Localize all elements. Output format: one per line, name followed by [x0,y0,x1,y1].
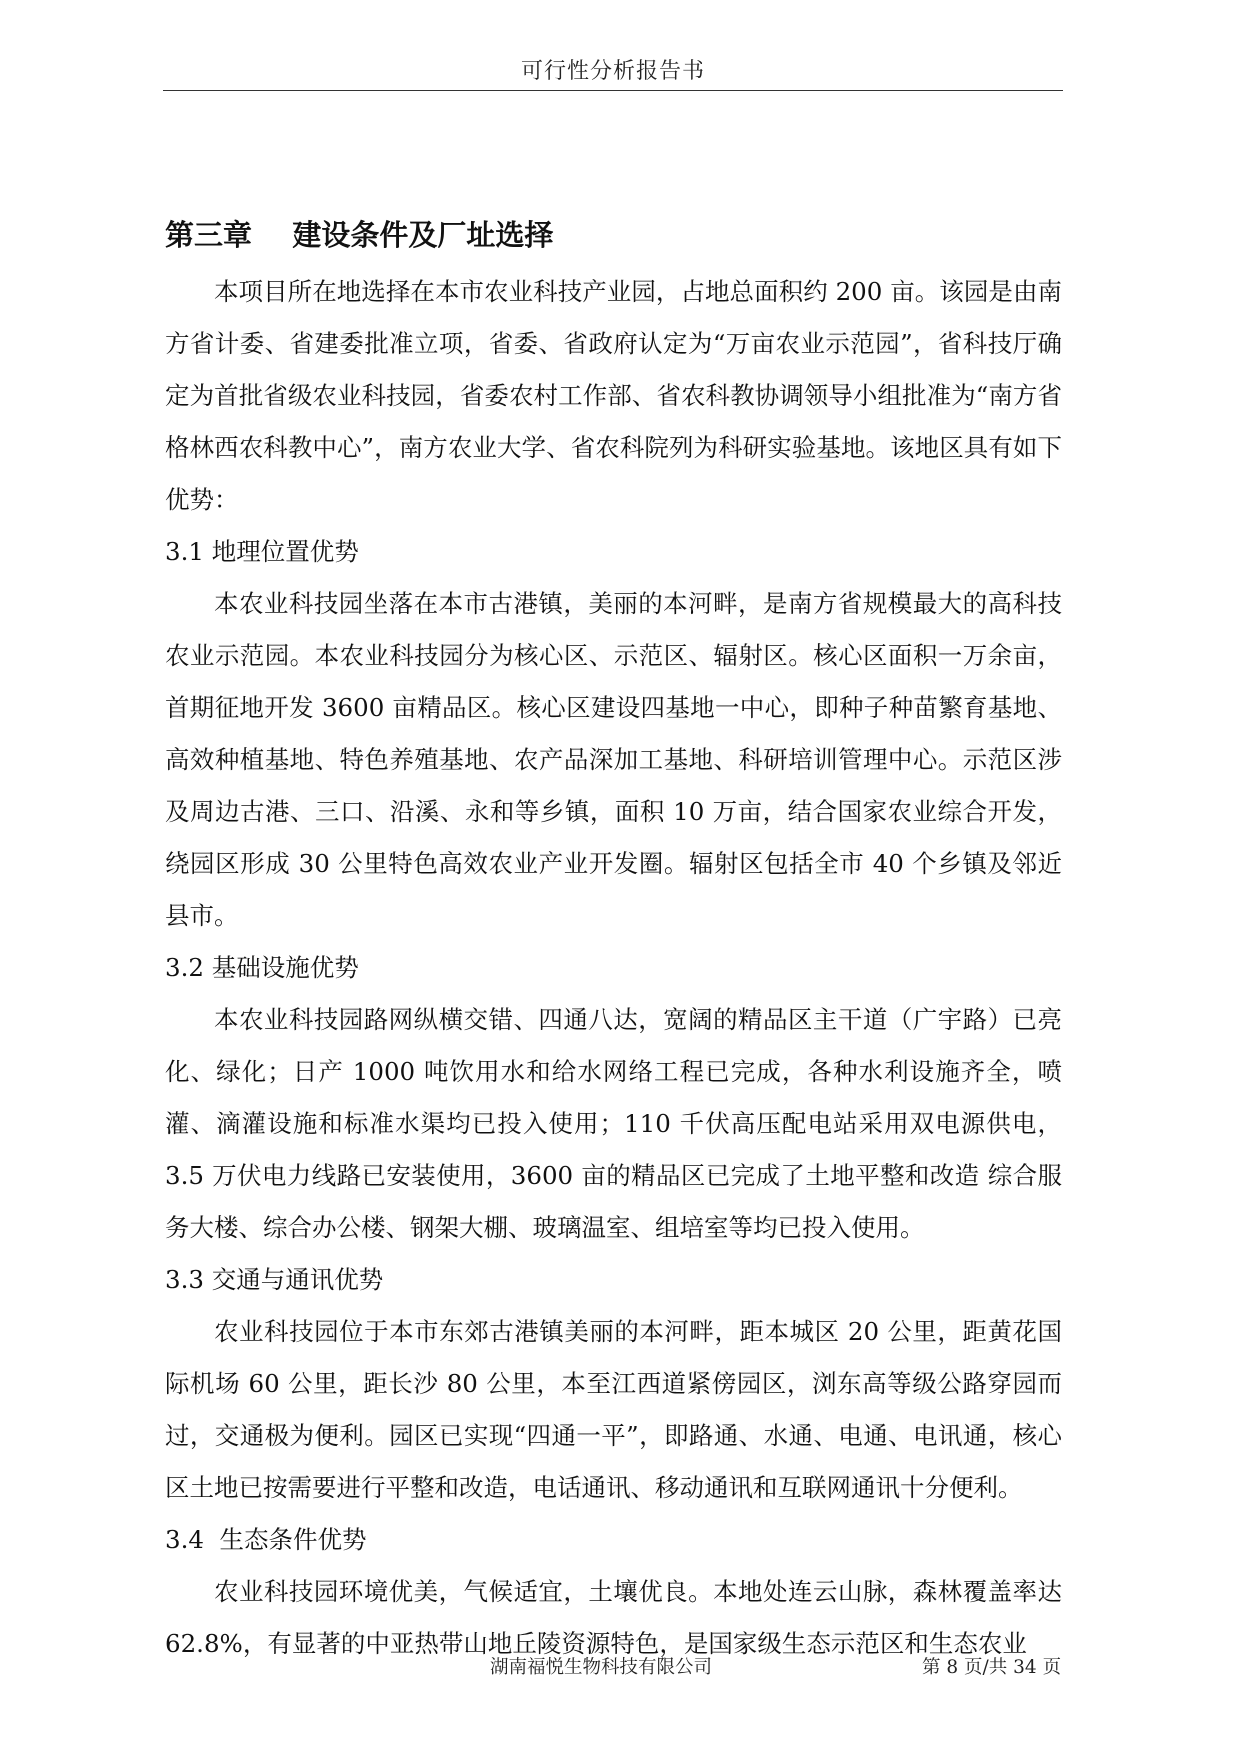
running-header: 可行性分析报告书 [520,59,705,84]
section-heading-3-3: 3.3 交通与通讯优势 [165,1265,384,1294]
section-paragraph-3-3: 农业科技园位于本市东郊古港镇美丽的本河畔，距本城区 20 公里，距黄花国际机场 60 公里，距长沙 80 公里，本至江西道紧傍园区，浏东高等级公路穿园而过，交通极为便利。园区已实现“四通一平”，即路通、水通、电通、电讯通，核心区土地已按需要进行平整和改造，电话通讯、移动通讯和互联网通讯十分便利。 [165,1317,1062,1502]
section-heading-3-4: 3.4 生态条件优势 [165,1525,367,1554]
body-text [165,266,1062,1670]
section-heading-3-2: 3.2 基础设施优势 [165,953,359,982]
footer-company: 湖南福悦生物科技有限公司 [490,1657,713,1678]
intro-paragraph: 本项目所在地选择在本市农业科技产业园，占地总面积约 200 亩。该园是由南方省计委、省建委批准立项，省委、省政府认定为“万亩农业示范园”，省科技厅确定为首批省级农业科技园，省委农村工作部、省农科教协调领导小组批准为“南方省格林西农科教中心”，南方农业大学、省农科院列为科研实验基地。该地区具有如下优势： [165,277,1062,514]
section-paragraph-3-2: 本农业科技园路网纵横交错、四通八达，宽阔的精品区主干道（广宇路）已亮化、绿化；日产 1000 吨饮用水和给水网络工程已完成，各种水利设施齐全，喷灌、滴灌设施和标准水渠均已投入使用；110 千伏高压配电站采用双电源供电，3.5 万伏电力线路已安装使用，3600 亩的精品区已完成了土地平整和改造 综合服务大楼、综合办公楼、钢架大棚、玻璃温室、组培室等均已投入使用。 [165,1005,1062,1242]
footer-page-number: 第 8 页/共 34 页 [922,1657,1062,1678]
header-divider [163,90,1063,91]
section-heading-3-1: 3.1 地理位置优势 [165,537,359,566]
section-paragraph-3-1: 本农业科技园坐落在本市古港镇，美丽的本河畔，是南方省规模最大的高科技农业示范园。本农业科技园分为核心区、示范区、辐射区。核心区面积一万余亩，首期征地开发 3600 亩精品区。核心区建设四基地一中心，即种子种苗繁育基地、高效种植基地、特色养殖基地、农产品深加工基地、科研培训管理中心。示范区涉及周边古港、三口、沿溪、永和等乡镇，面积 10 万亩，结合国家农业综合开发，绕园区形成 30 公里特色高效农业产业开发圈。辐射区包括全市 40 个乡镇及邻近县市。 [165,589,1062,930]
section-paragraph-3-4: 农业科技园环境优美，气候适宜，土壤优良。本地处连云山脉，森林覆盖率达 62.8%，有显著的中亚热带山地丘陵资源特色，是国家级生态示范区和生态农业 [165,1577,1062,1658]
chapter-title: 第三章 建设条件及厂址选择 [165,218,554,252]
